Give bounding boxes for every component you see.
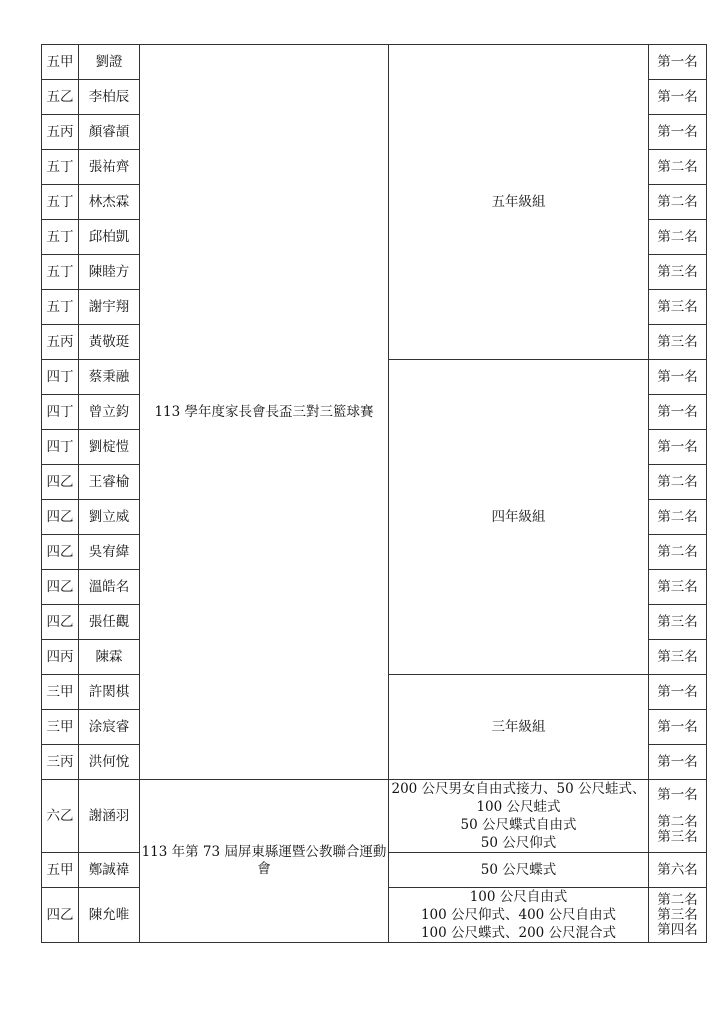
class-cell: 五丙 xyxy=(42,325,79,360)
swim-items-cell xyxy=(389,888,649,943)
rank-cell: 第二名 xyxy=(649,220,707,255)
swim-item: 200 公尺男女自由式接力、50 公尺蛙式、100 公尺蛙式 xyxy=(391,781,646,815)
student-name-cell: 陳睦方 xyxy=(79,255,140,290)
rank-cell: 第一名 xyxy=(649,115,707,150)
class-cell: 五丙 xyxy=(42,115,79,150)
rank-cell: 第三名 xyxy=(649,290,707,325)
event-cell: 113 年第 73 屆屏東縣運暨公教聯合運動會 xyxy=(140,780,389,943)
student-name-cell: 李柏辰 xyxy=(79,80,140,115)
rank-cell: 第一名 xyxy=(649,675,707,710)
rank-cell: 第一名 xyxy=(649,745,707,780)
rank-cell: 第六名 xyxy=(649,853,707,888)
student-name-cell: 吳宥緯 xyxy=(79,535,140,570)
rank-item: 第三名 xyxy=(657,828,698,845)
student-name-cell: 洪何悅 xyxy=(79,745,140,780)
class-cell: 四丁 xyxy=(42,430,79,465)
rank-cell: 第二名 xyxy=(649,535,707,570)
class-cell: 六乙 xyxy=(42,780,79,853)
group-cell: 三年級組 xyxy=(389,675,649,780)
student-name-cell: 張祐齊 xyxy=(79,150,140,185)
rank-cell: 第一名 xyxy=(649,45,707,80)
student-name-cell: 陳霖 xyxy=(79,640,140,675)
rank-cell: 第二名 xyxy=(649,150,707,185)
student-name-cell: 林杰霖 xyxy=(79,185,140,220)
rank-cell xyxy=(649,780,707,853)
swim-items-cell: 50 公尺蝶式 xyxy=(389,853,649,888)
rank-cell: 第二名 xyxy=(649,465,707,500)
class-cell: 五丁 xyxy=(42,220,79,255)
student-name-cell: 劉立威 xyxy=(79,500,140,535)
class-cell: 四乙 xyxy=(42,888,79,943)
rank-cell: 第三名 xyxy=(649,570,707,605)
student-name-cell: 黃敬珽 xyxy=(79,325,140,360)
class-cell: 四乙 xyxy=(42,465,79,500)
student-name-cell: 曾立鈞 xyxy=(79,395,140,430)
group-cell: 四年級組 xyxy=(389,360,649,675)
rank-cell: 第一名 xyxy=(649,360,707,395)
swim-items-cell xyxy=(389,780,649,853)
class-cell: 五丁 xyxy=(42,150,79,185)
rank-item: 第四名 xyxy=(657,921,698,938)
rank-cell: 第三名 xyxy=(649,640,707,675)
student-name-cell: 陳允唯 xyxy=(79,888,140,943)
rank-cell: 第一名 xyxy=(649,430,707,465)
group-cell: 五年級組 xyxy=(389,45,649,360)
class-cell: 三丙 xyxy=(42,745,79,780)
student-name-cell: 許閎棋 xyxy=(79,675,140,710)
student-name-cell: 蔡秉融 xyxy=(79,360,140,395)
rank-item: 第一名 xyxy=(657,786,698,803)
class-cell: 四丁 xyxy=(42,395,79,430)
table-row xyxy=(42,45,707,80)
class-cell: 四乙 xyxy=(42,535,79,570)
swim-item: 50 公尺蝶式自由式 xyxy=(460,817,577,833)
student-name-cell: 涂宸睿 xyxy=(79,710,140,745)
rank-cell: 第二名 xyxy=(649,500,707,535)
student-name-cell: 謝涵羽 xyxy=(79,780,140,853)
student-name-cell: 劉椗愷 xyxy=(79,430,140,465)
swim-item: 100 公尺仰式、400 公尺自由式 xyxy=(420,907,617,923)
student-name-cell: 張任觀 xyxy=(79,605,140,640)
rank-cell xyxy=(649,888,707,943)
class-cell: 五丁 xyxy=(42,255,79,290)
class-cell: 五丁 xyxy=(42,290,79,325)
student-name-cell: 邱柏凱 xyxy=(79,220,140,255)
class-cell: 五甲 xyxy=(42,853,79,888)
class-cell: 四丙 xyxy=(42,640,79,675)
class-cell: 三甲 xyxy=(42,710,79,745)
class-cell: 四乙 xyxy=(42,500,79,535)
swim-item: 50 公尺仰式 xyxy=(480,835,557,851)
class-cell: 五乙 xyxy=(42,80,79,115)
student-name-cell: 鄭誠禕 xyxy=(79,853,140,888)
student-name-cell: 劉證 xyxy=(79,45,140,80)
table-row xyxy=(42,780,707,853)
class-cell: 五丁 xyxy=(42,185,79,220)
event-cell: 113 學年度家長會長盃三對三籃球賽 xyxy=(140,45,389,780)
student-name-cell: 謝宇翔 xyxy=(79,290,140,325)
rank-item: 第三名 xyxy=(657,906,698,923)
swim-item: 100 公尺自由式 xyxy=(469,889,568,905)
class-cell: 五甲 xyxy=(42,45,79,80)
class-cell: 四乙 xyxy=(42,570,79,605)
class-cell: 四丁 xyxy=(42,360,79,395)
rank-cell: 第一名 xyxy=(649,710,707,745)
rank-cell: 第三名 xyxy=(649,325,707,360)
rank-cell: 第三名 xyxy=(649,605,707,640)
rank-item: 第二名 xyxy=(657,891,698,908)
rank-cell: 第二名 xyxy=(649,185,707,220)
rank-cell: 第三名 xyxy=(649,255,707,290)
rank-item: 第二名 xyxy=(657,813,698,830)
rank-cell: 第一名 xyxy=(649,395,707,430)
awards-table xyxy=(41,44,707,943)
swim-item: 100 公尺蝶式、200 公尺混合式 xyxy=(420,925,617,941)
student-name-cell: 溫皓名 xyxy=(79,570,140,605)
student-name-cell: 顏睿頡 xyxy=(79,115,140,150)
rank-cell: 第一名 xyxy=(649,80,707,115)
class-cell: 三甲 xyxy=(42,675,79,710)
class-cell: 四乙 xyxy=(42,605,79,640)
student-name-cell: 王睿榆 xyxy=(79,465,140,500)
